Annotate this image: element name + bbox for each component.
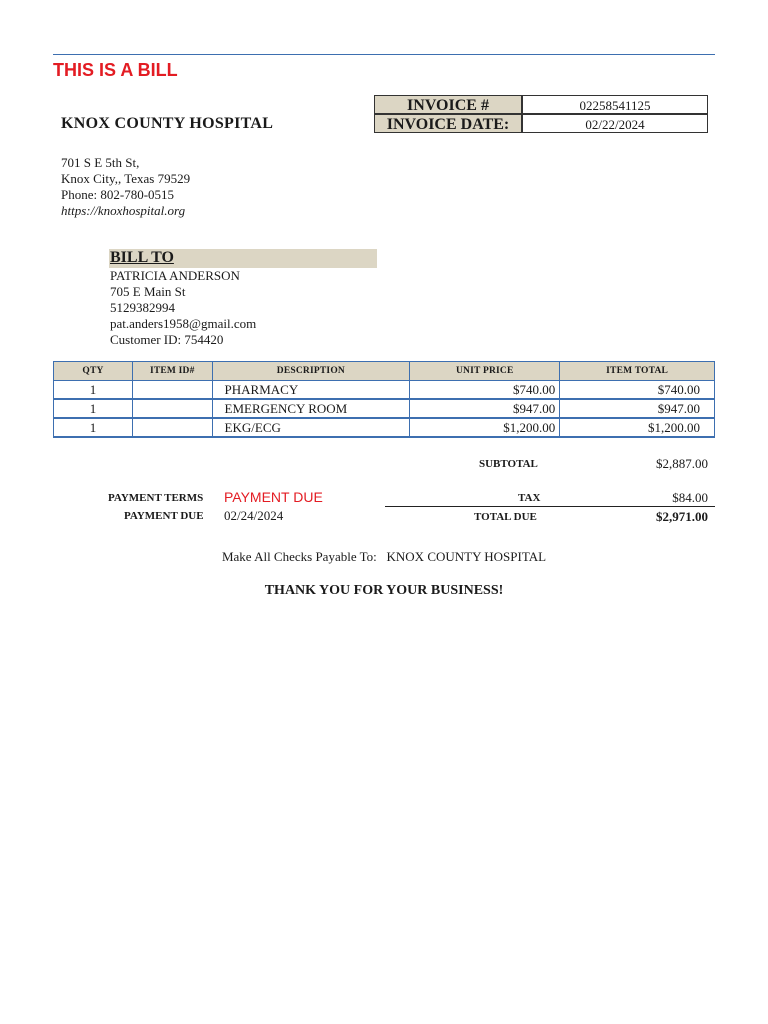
customer-phone: 5129382994 (110, 300, 175, 315)
cell-description: EKG/ECG (212, 418, 410, 437)
total-due-label: TOTAL DUE (474, 511, 537, 523)
header-description: DESCRIPTION (212, 362, 410, 381)
total-due-value: $2,971.00 (656, 509, 708, 524)
cell-item-total: $947.00 (560, 399, 715, 418)
bill-to-details (110, 268, 256, 348)
hospital-name: KNOX COUNTY HOSPITAL (61, 115, 274, 132)
top-divider (53, 54, 715, 55)
table-row (54, 418, 715, 437)
bill-banner: THIS IS A BILL (53, 60, 178, 80)
cell-item-id (133, 418, 213, 437)
customer-id: Customer ID: 754420 (110, 332, 224, 347)
table-header-row (54, 362, 715, 381)
customer-address: 705 E Main St (110, 284, 186, 299)
subtotal-label: SUBTOTAL (479, 458, 538, 470)
cell-item-total: $740.00 (560, 381, 715, 400)
address-line-1: 701 S E 5th St, (61, 155, 140, 170)
cell-qty: 1 (54, 399, 133, 418)
tax-value: $84.00 (672, 490, 708, 505)
invoice-info-box (374, 95, 708, 135)
payment-terms-label: PAYMENT TERMS (108, 492, 204, 504)
payment-terms-value: PAYMENT DUE (224, 489, 323, 505)
invoice-number-value: 02258541125 (522, 95, 708, 114)
table-row (54, 381, 715, 400)
line-items-table (53, 361, 715, 438)
hospital-phone: Phone: 802-780-0515 (61, 187, 175, 202)
header-unit-price: UNIT PRICE (410, 362, 560, 381)
invoice-date-value: 02/22/2024 (522, 114, 708, 133)
invoice-number-label: INVOICE # (374, 95, 522, 114)
customer-name: PATRICIA ANDERSON (110, 268, 240, 283)
cell-unit-price: $947.00 (410, 399, 560, 418)
payment-due-date: 02/24/2024 (224, 508, 284, 523)
cell-description: PHARMACY (212, 381, 410, 400)
cell-item-id (133, 381, 213, 400)
thank-you-message: THANK YOU FOR YOUR BUSINESS! (264, 583, 504, 598)
header-item-total: ITEM TOTAL (560, 362, 715, 381)
cell-item-total: $1,200.00 (560, 418, 715, 437)
cell-qty: 1 (54, 418, 133, 437)
hospital-website-link[interactable]: https://knoxhospital.org (61, 203, 186, 218)
totals-divider (385, 506, 715, 507)
address-line-2: Knox City,, Texas 79529 (61, 171, 191, 186)
hospital-address (61, 155, 190, 219)
cell-description: EMERGENCY ROOM (212, 399, 410, 418)
customer-email: pat.anders1958@gmail.com (110, 316, 257, 331)
payment-due-label: PAYMENT DUE (124, 510, 204, 522)
table-row (54, 399, 715, 418)
header-qty: QTY (54, 362, 133, 381)
header-item-id: ITEM ID# (133, 362, 213, 381)
checks-payable-note: Make All Checks Payable To: KNOX COUNTY HOSPITAL (221, 549, 547, 564)
invoice-date-label: INVOICE DATE: (374, 114, 522, 133)
tax-label: TAX (518, 492, 541, 504)
cell-unit-price: $740.00 (410, 381, 560, 400)
cell-unit-price: $1,200.00 (410, 418, 560, 437)
cell-item-id (133, 399, 213, 418)
cell-qty: 1 (54, 381, 133, 400)
bill-to-title: BILL TO (110, 249, 174, 266)
subtotal-value: $2,887.00 (656, 456, 708, 471)
